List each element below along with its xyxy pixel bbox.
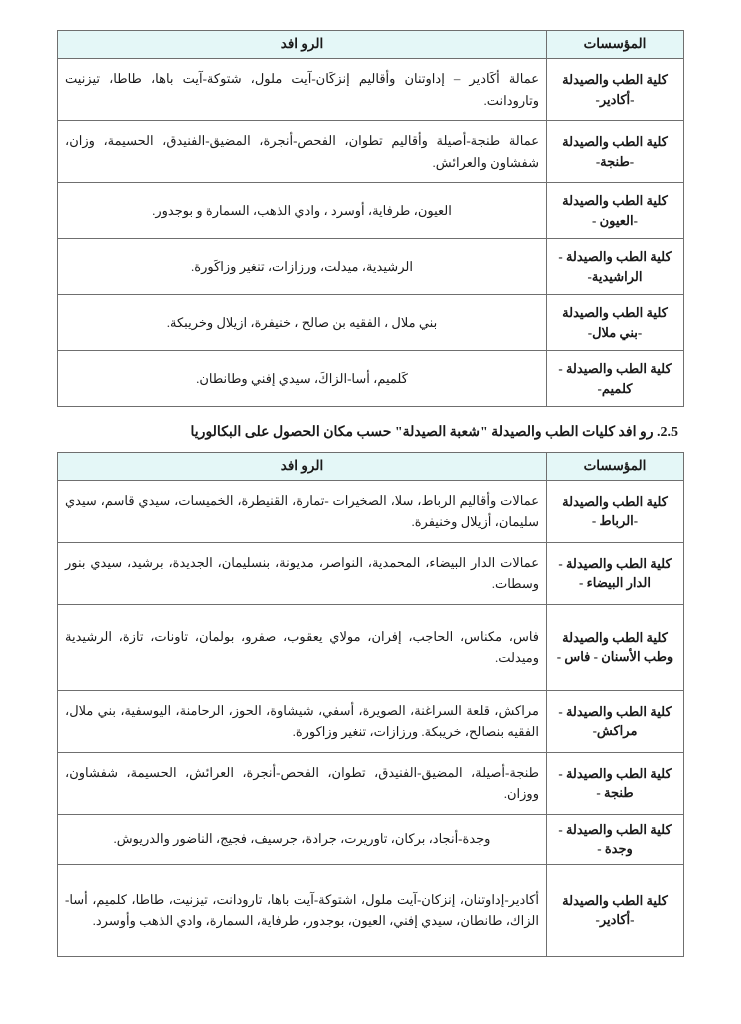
table-row: [58, 542, 684, 604]
cell-institution: كلية الطب والصيدلة -بني ملال-: [547, 295, 684, 351]
cell-institution: كلية الطب والصيدلة - وجدة -: [547, 814, 684, 864]
cell-feeders: عمالات وأقاليم الرباط، سلا، الصخيرات -تمارة، القنيطرة، الخميسات، سيدي قاسم، سيدي سليمان، أزيلال وخنيفرة.: [58, 480, 547, 542]
cell-feeders: عمالات الدار البيضاء، المحمدية، النواصر، مديونة، بنسليمان، الجديدة، برشيد، سيدي بنور وسطات.: [58, 542, 547, 604]
table-row: [58, 814, 684, 864]
table-row: [58, 59, 684, 121]
cell-feeders: عمالة أكَادير – إداوتنان وأقاليم إنزكَان-آيت ملول، شتوكة-آيت باها، طاطا، تيزنيت وتارودانت.: [58, 59, 547, 121]
cell-feeders: مراكش، قلعة السراغنة، الصويرة، أسفي، شيشاوة، الحوز، الرحامنة، اليوسفية، بني ملال، الفقيه بنصالح، خريبكة. ورزازات، تنغير وزاكورة.: [58, 690, 547, 752]
table-body: [58, 59, 684, 407]
table-medicine-pharmacy: [57, 30, 684, 407]
table-row: [58, 480, 684, 542]
cell-institution: كلية الطب والصيدلة وطب الأسنان - فاس -: [547, 604, 684, 690]
cell-feeders: عمالة طنجة-أصيلة وأقاليم تطوان، الفحص-أنجرة، المضيق-الفنيدق، الحسيمة، وزان، شفشاون والعرائش.: [58, 121, 547, 183]
table-row: [58, 690, 684, 752]
column-header-institutions: المؤسسات: [547, 452, 684, 480]
column-header-feeders: الرو افد: [58, 31, 547, 59]
table-pharmacy-branch: [57, 452, 684, 957]
cell-institution: كلية الطب والصيدلة - طنجة -: [547, 752, 684, 814]
column-header-institutions: المؤسسات: [547, 31, 684, 59]
cell-institution: كلية الطب والصيدلة -أكادير-: [547, 864, 684, 956]
cell-institution: كلية الطب والصيدلة -الرباط -: [547, 480, 684, 542]
table-row: [58, 295, 684, 351]
cell-institution: كلية الطب والصيدلة -طنجة-: [547, 121, 684, 183]
table-row: [58, 604, 684, 690]
cell-feeders: أكادير-إداوتنان، إنزكان-آيت ملول، اشتوكة-آيت باها، تارودانت، تيزنيت، طاطا، كلميم، أسا-الزاك، طانطان، سيدي إفني، العيون، بوجدور، طرفاية، السمارة، وادي الذهب وأوسرد.: [58, 864, 547, 956]
cell-institution: كلية الطب والصيدلة - كلميم-: [547, 351, 684, 407]
table-row: [58, 121, 684, 183]
table-header: [58, 31, 684, 59]
table-body: [58, 480, 684, 956]
table-row: [58, 752, 684, 814]
cell-institution: كلية الطب والصيدلة - الراشيدية-: [547, 239, 684, 295]
cell-institution: كلية الطب والصيدلة -العيون -: [547, 183, 684, 239]
table-header-row: [58, 31, 684, 59]
table-row: [58, 239, 684, 295]
cell-feeders: الرشيدية، ميدلت، ورزازات، تنغير وزاكَورة.: [58, 239, 547, 295]
table-row: [58, 183, 684, 239]
cell-feeders: العيون، طرفاية، أوسرد ، وادي الذهب، السمارة و بوجدور.: [58, 183, 547, 239]
table-header: [58, 452, 684, 480]
cell-feeders: بني ملال ، الفقيه بن صالح ، خنيفرة، ازيلال وخريبكة.: [58, 295, 547, 351]
section-heading-pharmacy-branch: 2.5. رو افد كليات الطب والصيدلة "شعبة الصيدلة" حسب مكان الحصول على البكالوريا: [190, 425, 678, 440]
table-header-row: [58, 452, 684, 480]
cell-feeders: طنجة-أصيلة، المضيق-الفنيدق، تطوان، الفحص-أنجرة، العرائش، الحسيمة، شفشاون، ووزان.: [58, 752, 547, 814]
cell-institution: كلية الطب والصيدلة - الدار البيضاء -: [547, 542, 684, 604]
cell-institution: كلية الطب والصيدلة - مراكش-: [547, 690, 684, 752]
cell-feeders: كَلميم، أسا-الزاكَ، سيدي إفني وطانطان.: [58, 351, 547, 407]
column-header-feeders: الرو افد: [58, 452, 547, 480]
table-row: [58, 864, 684, 956]
cell-feeders: فاس، مكناس، الحاجب، إفران، مولاي يعقوب، صفرو، بولمان، تاونات، تازة، الرشيدية وميدلت.: [58, 604, 547, 690]
cell-feeders: وجدة-أنجاد، بركان، تاوريرت، جرادة، جرسيف، فجيج، الناضور والدريوش.: [58, 814, 547, 864]
cell-institution: كلية الطب والصيدلة -أكادير-: [547, 59, 684, 121]
table-row: [58, 351, 684, 407]
